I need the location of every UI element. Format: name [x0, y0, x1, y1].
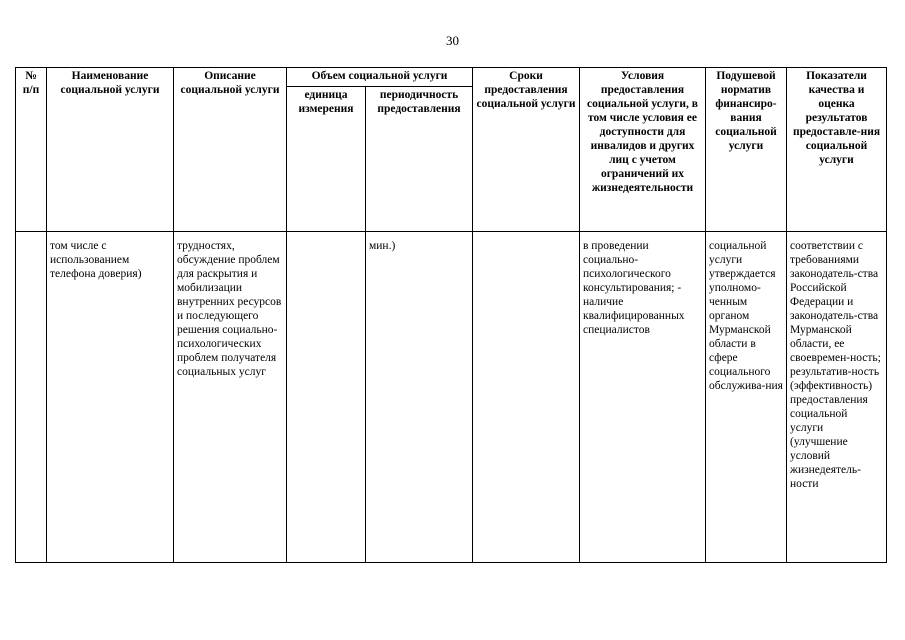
cell-quality-indicators: соответствии с требованиями законодатель-ства Российской Федерации и законодатель-ства Мурманской области, ее своевремен-ность; результатив-ность (эффективность) предоставления социальной услуги (улучшение условий жизнедеятель-ности — [787, 232, 887, 563]
cell-terms — [473, 232, 580, 563]
cell-conditions: в проведении социально-психологического консультирования; - наличие квалифицированных специалистов — [580, 232, 706, 563]
header-conditions: Условия предоставления социальной услуги, в том числе условия ее доступности для инвалидов и других лиц с учетом ограничений их жизнедеятельности — [580, 68, 706, 232]
cell-unit — [287, 232, 366, 563]
cell-number — [16, 232, 47, 563]
table-header-row — [16, 68, 887, 87]
header-number: № п/п — [16, 68, 47, 232]
header-unit: единица измерения — [287, 87, 366, 232]
header-terms: Сроки предоставления социальной услуги — [473, 68, 580, 232]
cell-description: трудностях, обсуждение проблем для раскрытия и мобилизации внутренних ресурсов и последующего решения социально-психологических проблем получателя социальных услуг — [174, 232, 287, 563]
header-volume: Объем социальной услуги — [287, 68, 473, 87]
cell-periodicity: мин.) — [366, 232, 473, 563]
header-description: Описание социальной услуги — [174, 68, 287, 232]
social-service-table — [15, 67, 887, 563]
header-periodicity: периодичность предоставления — [366, 87, 473, 232]
page-number: 30 — [446, 33, 459, 48]
table-row — [16, 232, 887, 563]
cell-service-name: том числе с использованием телефона доверия) — [47, 232, 174, 563]
header-quality-indicators: Показатели качества и оценка результатов предоставле-ния социальной услуги — [787, 68, 887, 232]
header-service-name: Наименование социальной услуги — [47, 68, 174, 232]
cell-funding-norm: социальной услуги утверждается уполномо-ченным органом Мурманской области в сфере социального обслужива-ния — [706, 232, 787, 563]
header-funding-norm: Подушевой норматив финансиро-вания социальной услуги — [706, 68, 787, 232]
